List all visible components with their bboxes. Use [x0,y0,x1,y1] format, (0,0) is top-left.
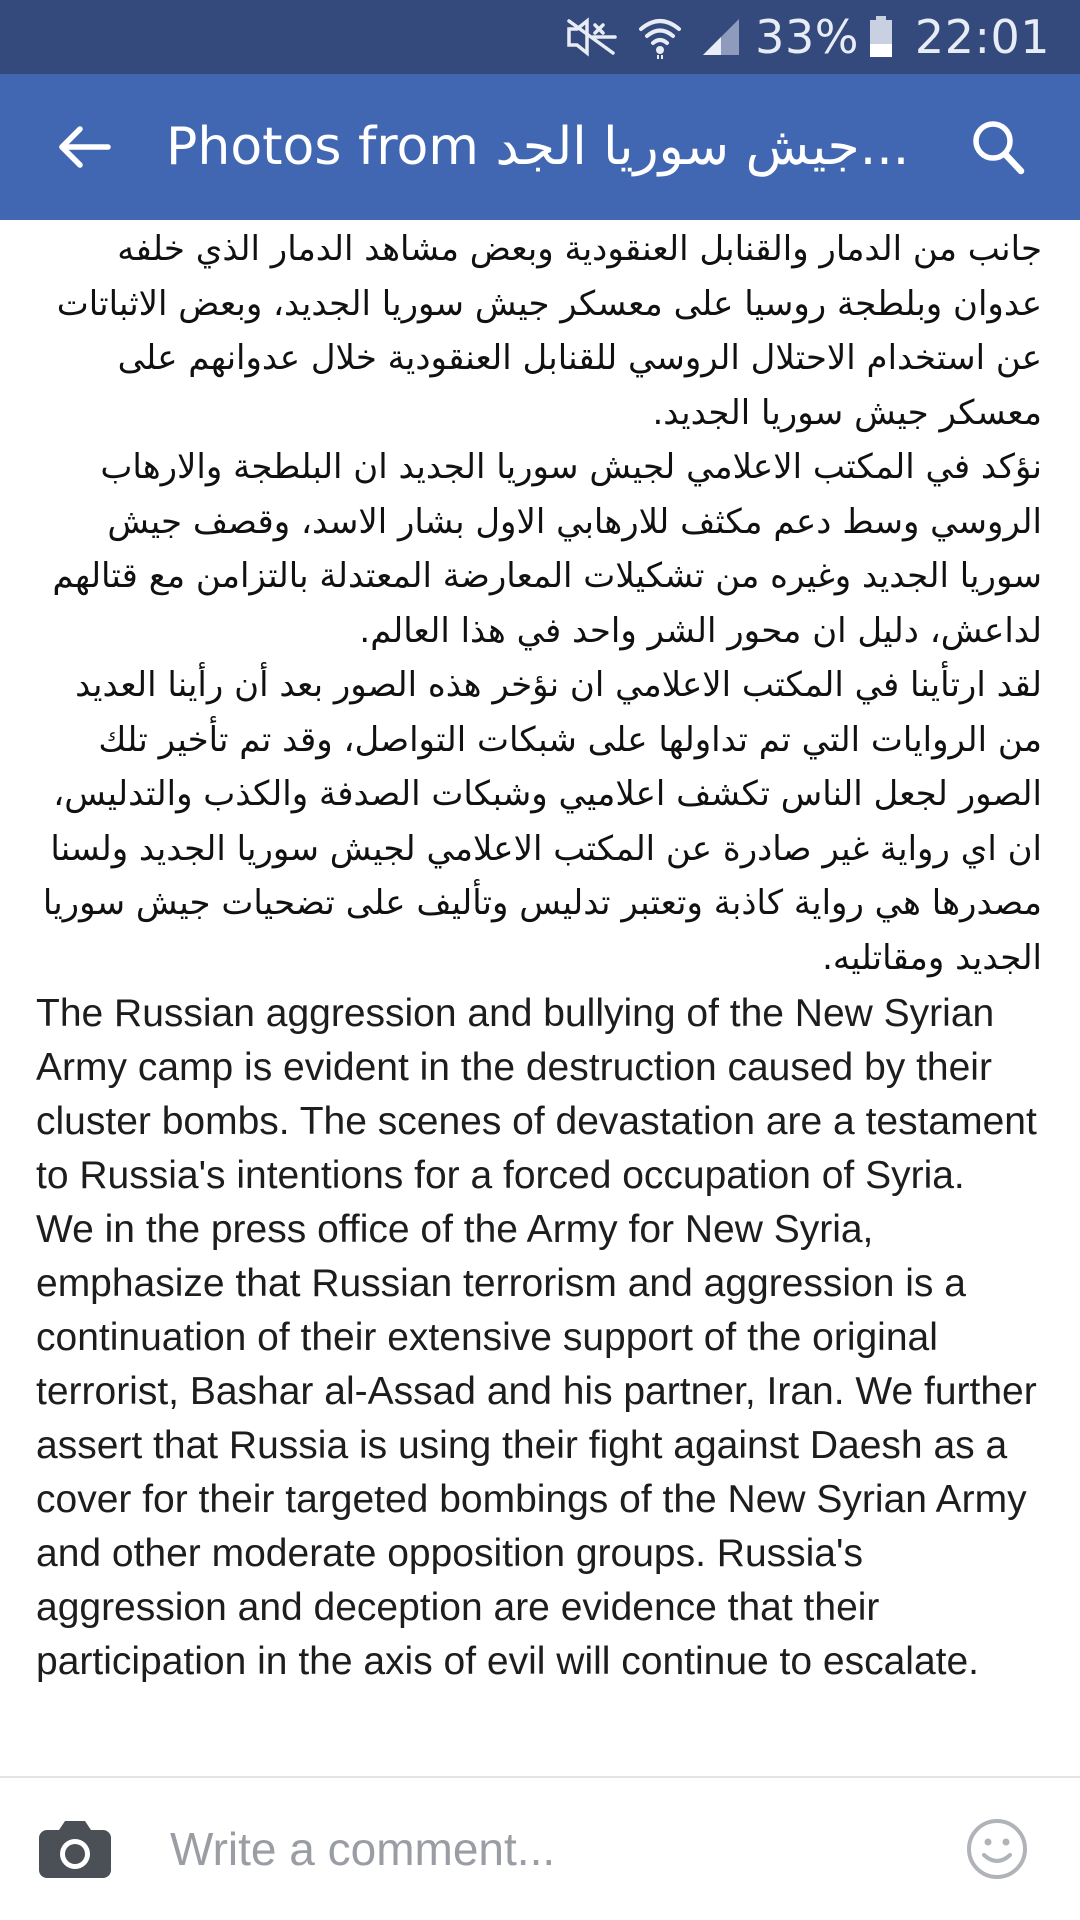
camera-icon [37,1818,113,1880]
arabic-paragraph: جانب من الدمار والقنابل العنقودية وبعض مشاهد الدمار الذي خلفه عدوان وبلطجة روسيا على معسكر جيش سوريا الجديد، وبعض الاثباتات عن استخدام الاحتلال الروسي للقنابل العنقودية خلال عدوانهم على معسكر جيش سوريا الجديد. [56,229,1042,433]
back-button[interactable] [24,74,144,220]
back-arrow-icon [56,123,112,171]
app-bar [0,74,1080,220]
page-title: Photos from جيش سوريا الجد... [166,117,910,177]
arabic-paragraph: نؤكد في المكتب الاعلامي لجيش سوريا الجديد ان البلطجة والارهاب الروسي وسط دعم مكثف للارهابي الاول بشار الاسد، وقصف جيش سوريا الجديد وغيره من تشكيلات المعارضة المعتدلة بالتزامن مع قتالهم لداعش، دليل ان محور الشر واحد في هذا العالم. [52,447,1042,651]
camera-button[interactable] [30,1804,120,1894]
english-paragraph: The Russian aggression and bullying of the New Syrian Army camp is evident in the destruction caused by their cluster bombs. The scenes of devastation are a testament to Russia's intentions for a forced occupation of Syria. [36,992,1037,1197]
english-caption [36,987,1042,1689]
search-icon [971,119,1025,175]
emoji-button[interactable] [952,1804,1042,1894]
wifi-icon [637,15,683,59]
battery-percent: 33% [755,10,859,64]
comment-input[interactable] [168,1808,952,1890]
clock: 22:01 [914,10,1050,64]
arabic-caption [36,222,1042,985]
battery-icon [869,16,893,58]
signal-icon [701,17,741,57]
arabic-paragraph: لقد ارتأينا في المكتب الاعلامي ان نؤخر هذه الصور بعد أن رأينا العديد من الروايات التي تم تداولها على شبكات التواصل، وقد تم تأخير تلك الصور لجعل الناس تكشف اعلاميي وشبكات الصدفة والكذب والتدليس، ان اي رواية غير صادرة عن المكتب الاعلامي لجيش سوريا الجديد ولسنا مصدرها هي رواية كاذبة وتعتبر تدليس وتأليف على تضحيات جيش سوريا الجديد ومقاتليه. [42,665,1042,978]
status-bar [0,0,1080,74]
search-button[interactable] [938,74,1058,220]
comment-bar [0,1776,1080,1920]
emoji-icon [965,1817,1029,1881]
post-content [0,220,1080,1775]
english-paragraph: We in the press office of the Army for New Syria, emphasize that Russian terrorism and aggression is a continuation of their extensive support of the original terrorist, Bashar al-Assad and his partner, Iran. We further assert that Russia is using their fight against Daesh as a cover for their targeted bombings of the New Syrian Army and other moderate opposition groups. Russia's aggression and deception are evidence that their participation in the axis of evil will continue to escalate. [36,1208,1037,1683]
mute-icon [563,17,619,57]
